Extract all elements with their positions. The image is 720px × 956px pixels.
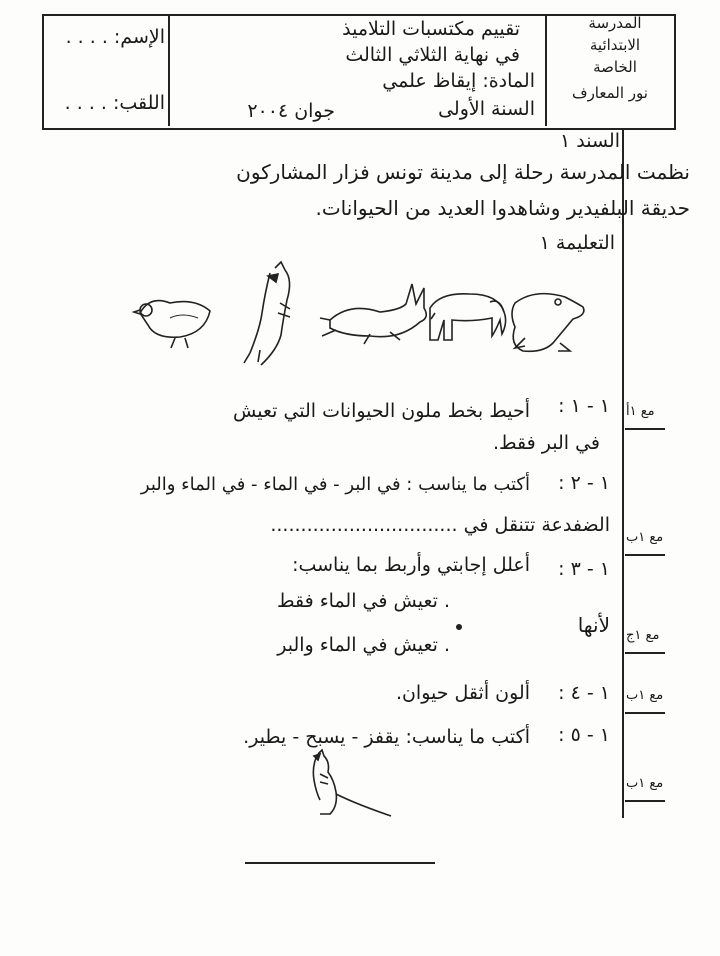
school-line-1: المدرسة: [588, 14, 642, 32]
school-line-3: الخاصة: [593, 58, 637, 76]
kangaroo-drawing: [244, 262, 290, 365]
margin-mark-3: مع ١ج: [626, 628, 660, 643]
question-3-because: لأنها: [577, 613, 610, 637]
text-line-1: نظمت المدرسة رحلة إلى مدينة تونس فزار المشاركون: [236, 160, 690, 184]
school-line-4: نور المعارف: [572, 84, 648, 102]
margin-top-line: [622, 128, 672, 130]
header-divider-right: [545, 14, 547, 126]
title-line-1: تقييم مكتسبات التلاميذ: [342, 18, 520, 40]
margin-mark-1: مع ١أ: [626, 404, 655, 419]
header-divider-left: [168, 14, 170, 126]
margin-mark-2: مع ١ب: [626, 530, 664, 545]
title-line-2: في نهاية الثلاثي الثالث: [345, 44, 520, 66]
question-5-number: ١ - ٥ :: [558, 724, 610, 746]
hen-drawing: [134, 301, 210, 348]
question-3-number: ١ - ٣ :: [558, 558, 610, 580]
bottom-answer-line: [245, 862, 435, 864]
name-field: الإسم: . . . .: [65, 26, 165, 48]
subject-line: المادة: إيقاظ علمي: [382, 70, 535, 92]
margin-line-4: [625, 712, 665, 714]
animals-illustration: [130, 258, 590, 368]
exam-date: جوان ٢٠٠٤: [247, 100, 335, 122]
elephant-drawing: [430, 294, 506, 340]
surname-field: اللقب: . . . .: [64, 92, 165, 114]
text-line-2: حديقة البلفيدير وشاهدوا العديد من الحيوانات.: [315, 196, 690, 220]
frog-drawing: [512, 294, 584, 352]
margin-line-1: [625, 428, 665, 430]
question-1-number: ١ - ١ :: [558, 395, 610, 417]
question-2-line-2: الضفدعة تتنقل في ...............................: [270, 514, 610, 536]
question-1-line-1: أحيط بخط ملون الحيوانات التي تعيش: [233, 400, 530, 422]
rabbit-drawing: [320, 284, 426, 344]
grade-line: السنة الأولى: [438, 98, 535, 120]
kangaroo-q5-drawing: [300, 748, 395, 823]
school-line-2: الابتدائية: [589, 36, 641, 54]
margin-mark-4: مع ١ب: [626, 688, 664, 703]
margin-column: [622, 128, 624, 818]
instruction-label: التعليمة ١: [539, 232, 615, 254]
question-3-line-1: أعلل إجابتي وأربط بما يناسب:: [292, 554, 530, 576]
question-3-option-2: . تعيش في الماء والبر: [277, 634, 450, 656]
question-5-line-1: أكتب ما يناسب: يقفز - يسبح - يطير.: [243, 726, 530, 748]
margin-line-5: [625, 800, 665, 802]
question-4-line-1: ألون أثقل حيوان.: [395, 682, 530, 704]
question-3-option-1: . تعيش في الماء فقط: [276, 590, 450, 612]
margin-line-3: [625, 652, 665, 654]
margin-mark-5: مع ١ب: [626, 776, 664, 791]
question-2-line-1: أكتب ما يناسب : في البر - في الماء - في الماء والبر: [140, 474, 530, 495]
question-2-number: ١ - ٢ :: [558, 472, 610, 494]
question-1-line-2: في البر فقط.: [492, 432, 600, 454]
margin-line-2: [625, 554, 665, 556]
question-4-number: ١ - ٤ :: [558, 682, 610, 704]
question-3-dot: [456, 624, 462, 630]
section-label: السند ١: [560, 130, 620, 152]
